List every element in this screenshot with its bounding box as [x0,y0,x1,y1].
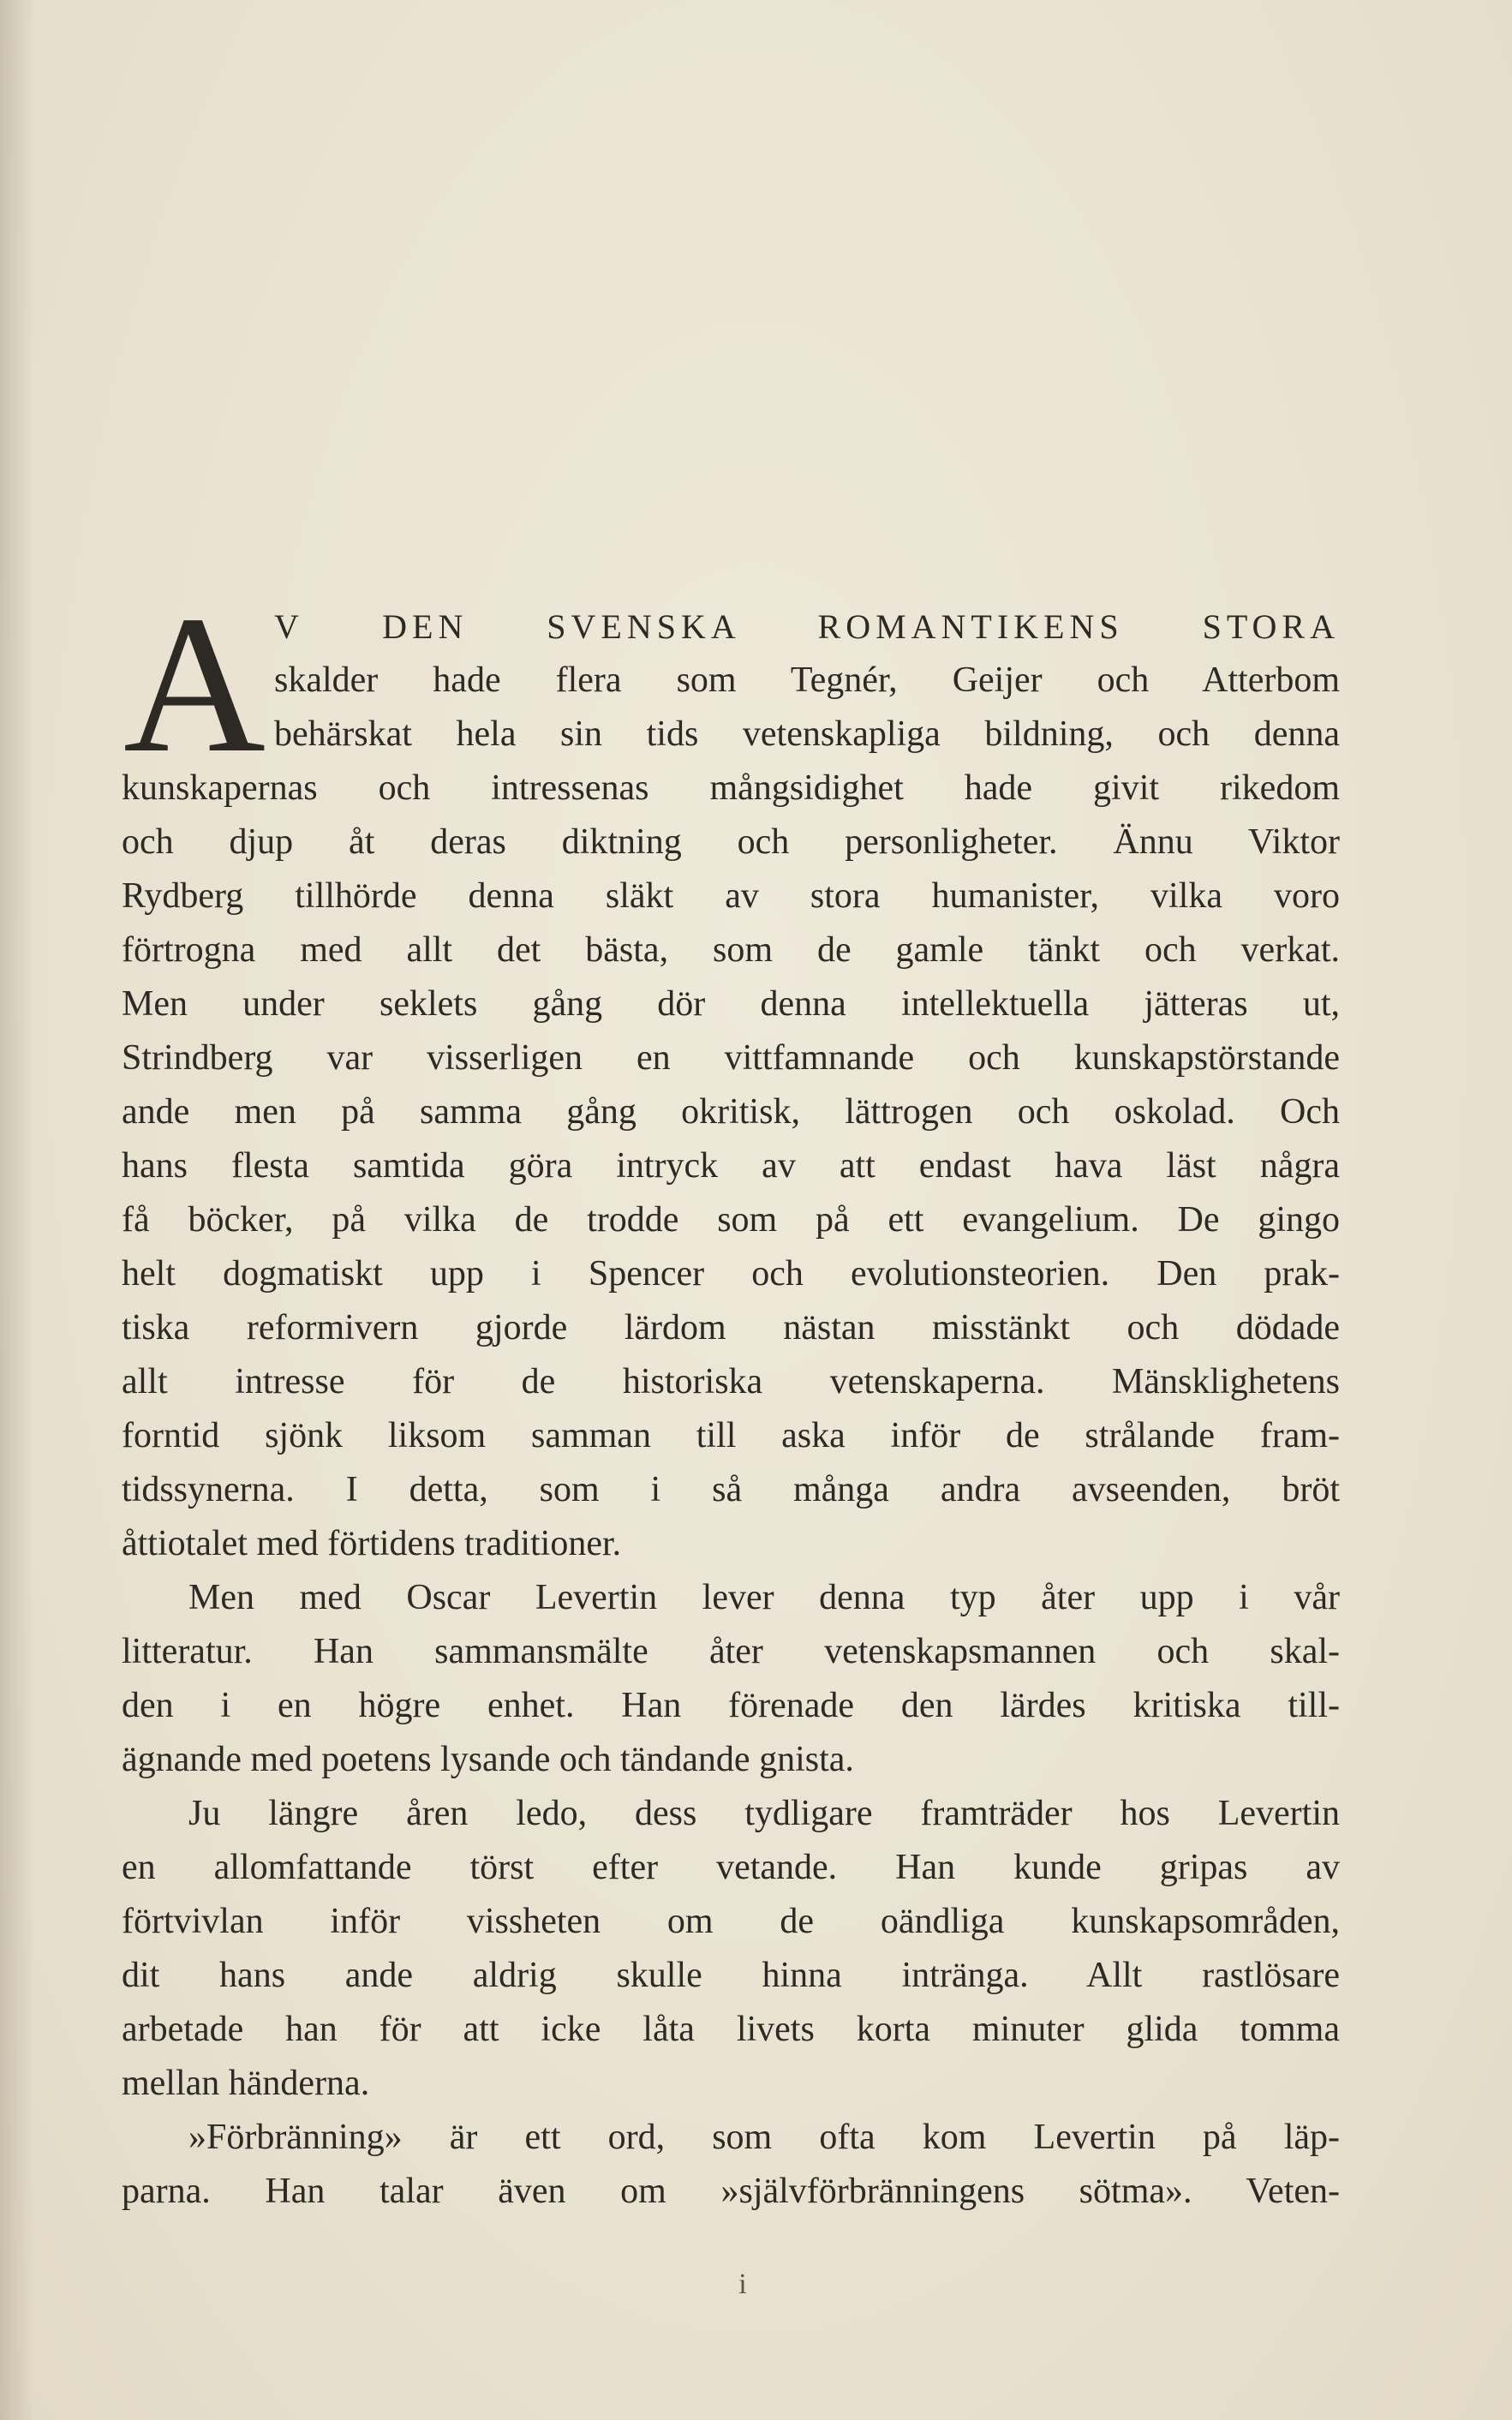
text-line: helt dogmatiskt upp i Spencer och evolutionsteorien. Den prak- [122,1254,1340,1294]
text-line: Rydberg tillhörde denna släkt av stora humanister, vilka voro [122,876,1340,916]
text-line: arbetade han för att icke låta livets korta minuter glida tomma [122,2010,1340,2049]
text-line: ande men på samma gång okritisk, lättrogen och oskolad. Och [122,1092,1340,1132]
text-line: och djup åt deras diktning och personligheter. Ännu Viktor [122,822,1340,862]
text-line: Men under seklets gång dör denna intellektuella jätteras ut, [122,984,1340,1024]
text-line: hans flesta samtida göra intryck av att endast hava läst några [122,1146,1340,1186]
paragraph-end-line: ägnande med poetens lysande och tändande gnista. [122,1740,854,1779]
text-line: tiska reformivern gjorde lärdom nästan misstänkt och dödade [122,1308,1340,1347]
paragraph-start-line: Ju längre åren ledo, dess tydligare framträder hos Levertin [188,1794,1340,1833]
text-line: förtvivlan inför vissheten om de oändliga kunskapsområden, [122,1902,1340,1941]
text-line: förtrogna med allt det bästa, som de gamle tänkt och verkat. [122,930,1340,970]
text-line: dit hans ande aldrig skulle hinna intränga. Allt rastlösare [122,1956,1340,1995]
text-line: få böcker, på vilka de trodde som på ett evangelium. De gingo [122,1200,1340,1240]
text-line: behärskat hela sin tids vetenskapliga bildning, och denna [274,714,1340,754]
text-line: den i en högre enhet. Han förenade den lärdes kritiska till- [122,1686,1340,1725]
text-line: skalder hade flera som Tegnér, Geijer och Atterbom [274,660,1340,700]
paragraph-start-line: »Förbränning» är ett ord, som ofta kom Levertin på läp- [188,2118,1340,2157]
paragraph-start-line: Men med Oscar Levertin lever denna typ åter upp i vår [188,1578,1340,1617]
text-line: Strindberg var visserligen en vittfamnande och kunskapstörstande [122,1038,1340,1078]
binding-shadow [0,0,34,2420]
text-line: kunskapernas och intressenas mångsidighet hade givit rikedom [122,768,1340,808]
paragraph-end-line: mellan händerna. [122,2064,370,2103]
text-line: litteratur. Han sammansmälte åter vetenskapsmannen och skal- [122,1632,1340,1671]
text-line: allt intresse för de historiska vetenskaperna. Mänsklighetens [122,1362,1340,1401]
body-text [122,575,1340,2219]
text-line: parna. Han talar även om »självförbränningens sötma». Veten- [122,2172,1340,2211]
drop-cap: A [123,575,266,793]
text-line: forntid sjönk liksom samman till aska inför de strålande fram- [122,1416,1340,1455]
paragraph-end-line: åttiotalet med förtidens traditioner. [122,1524,622,1563]
page-folio: i [738,2268,747,2300]
text-line: en allomfattande törst efter vetande. Han kunde gripas av [122,1848,1340,1887]
opening-line: V DEN SVENSKA ROMANTIKENS STORA [274,607,1340,646]
text-line: tidssynerna. I detta, som i så många andra avseenden, bröt [122,1470,1340,1509]
